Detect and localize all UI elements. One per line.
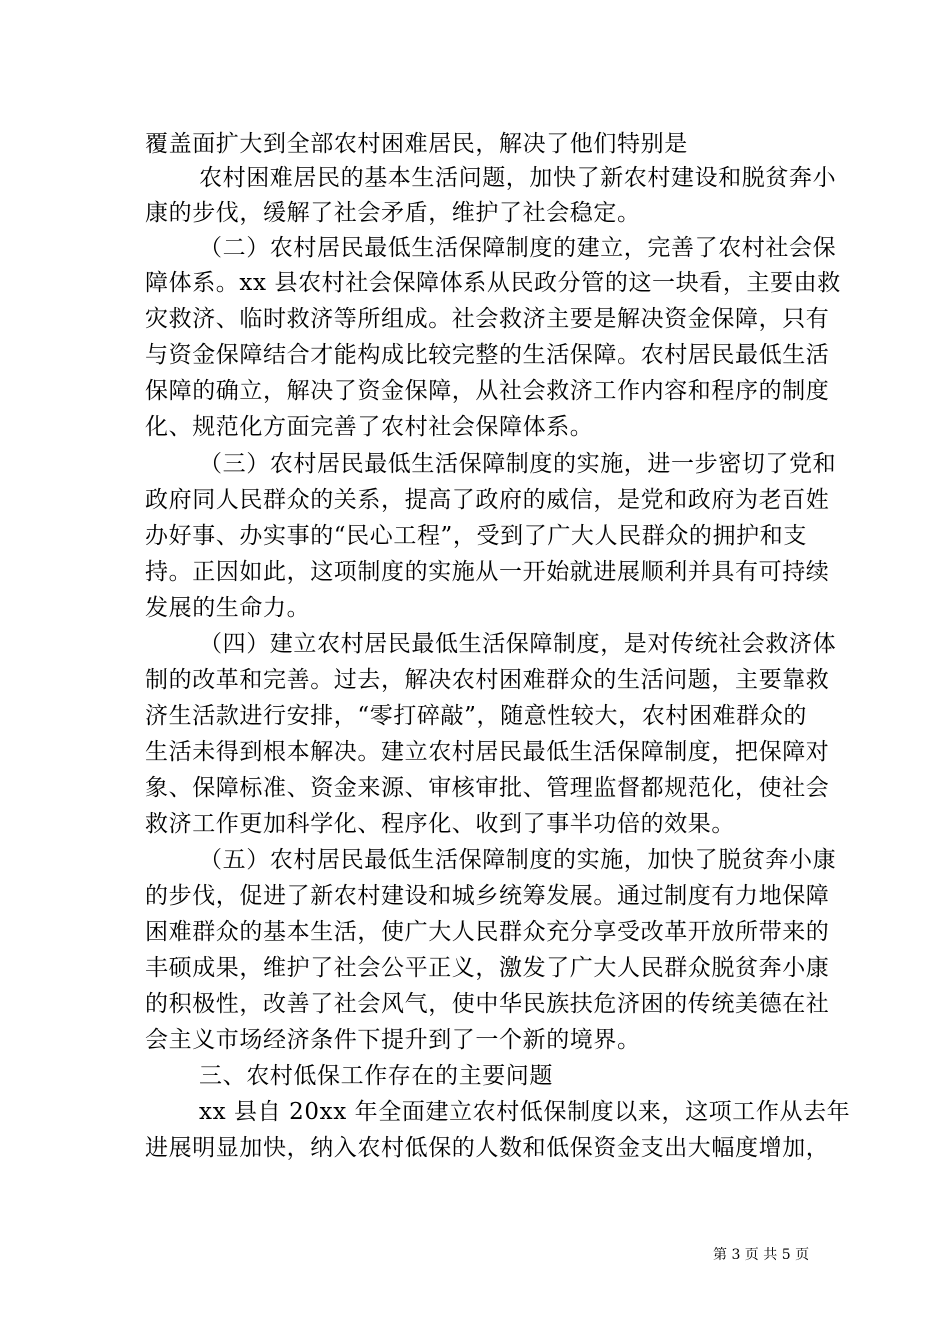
text-line: 救济工作更加科学化、程序化、收到了事半功倍的效果。 bbox=[145, 811, 735, 837]
text-line: 的步伐，促进了新农村建设和城乡统筹发展。通过制度有力地保障 bbox=[145, 883, 830, 909]
text-line: 象、保障标准、资金来源、审核审批、管理监督都规范化，使社会 bbox=[145, 775, 830, 801]
text-line: 发展的生命力。 bbox=[145, 595, 311, 621]
text-line: （二）农村居民最低生活保障制度的建立，完善了农村社会保 bbox=[199, 235, 837, 261]
text-line: 进展明显加快，纳入农村低保的人数和低保资金支出大幅度增加， bbox=[145, 1135, 830, 1161]
text-line: 与资金保障结合才能构成比较完整的生活保障。农村居民最低生活 bbox=[145, 342, 830, 368]
text-line: （四）建立农村居民最低生活保障制度，是对传统社会救济体 bbox=[199, 631, 837, 657]
text-line: 障体系。xx 县农村社会保障体系从民政分管的这一块看，主要由救 bbox=[145, 270, 841, 296]
section-heading: 三、农村低保工作存在的主要问题 bbox=[199, 1063, 553, 1089]
text-line: （三）农村居民最低生活保障制度的实施，进一步密切了党和 bbox=[199, 451, 837, 477]
text-line: 化、规范化方面完善了农村社会保障体系。 bbox=[145, 414, 594, 440]
text-line: 会主义市场经济条件下提升到了一个新的境界。 bbox=[145, 1027, 641, 1053]
text-line: xx 县自 20xx 年全面建立农村低保制度以来，这项工作从去年 bbox=[199, 1099, 851, 1125]
text-line: 农村困难居民的基本生活问题，加快了新农村建设和脱贫奔小 bbox=[199, 165, 837, 191]
text-line: 持。正因如此，这项制度的实施从一开始就进展顺利并具有可持续 bbox=[145, 559, 830, 585]
text-line: 康的步伐，缓解了社会矛盾，维护了社会稳定。 bbox=[145, 200, 641, 226]
text-line: 覆盖面扩大到全部农村困难居民，解决了他们特别是 bbox=[145, 131, 688, 157]
text-line: 政府同人民群众的关系，提高了政府的威信，是党和政府为老百姓 bbox=[145, 487, 830, 513]
text-line: 济生活款进行安排，“零打碎敲”，随意性较大，农村困难群众的 bbox=[145, 703, 807, 729]
text-line: 生活未得到根本解决。建立农村居民最低生活保障制度，把保障对 bbox=[145, 739, 830, 765]
text-line: 制的改革和完善。过去，解决农村困难群众的生活问题，主要靠救 bbox=[145, 667, 830, 693]
text-line: 灾救济、临时救济等所组成。社会救济主要是解决资金保障，只有 bbox=[145, 306, 830, 332]
text-line: 保障的确立，解决了资金保障，从社会救济工作内容和程序的制度 bbox=[145, 378, 830, 404]
text-line: 困难群众的基本生活，使广大人民群众充分享受改革开放所带来的 bbox=[145, 919, 830, 945]
text-line: 办好事、办实事的“民心工程”，受到了广大人民群众的拥护和支 bbox=[145, 523, 807, 549]
text-line: 丰硕成果，维护了社会公平正义，激发了广大人民群众脱贫奔小康 bbox=[145, 955, 830, 981]
text-line: （五）农村居民最低生活保障制度的实施，加快了脱贫奔小康 bbox=[199, 847, 837, 873]
text-line: 的积极性，改善了社会风气，使中华民族扶危济困的传统美德在社 bbox=[145, 991, 830, 1017]
page-indicator: 第 3 页 共 5 页 bbox=[713, 1247, 810, 1263]
